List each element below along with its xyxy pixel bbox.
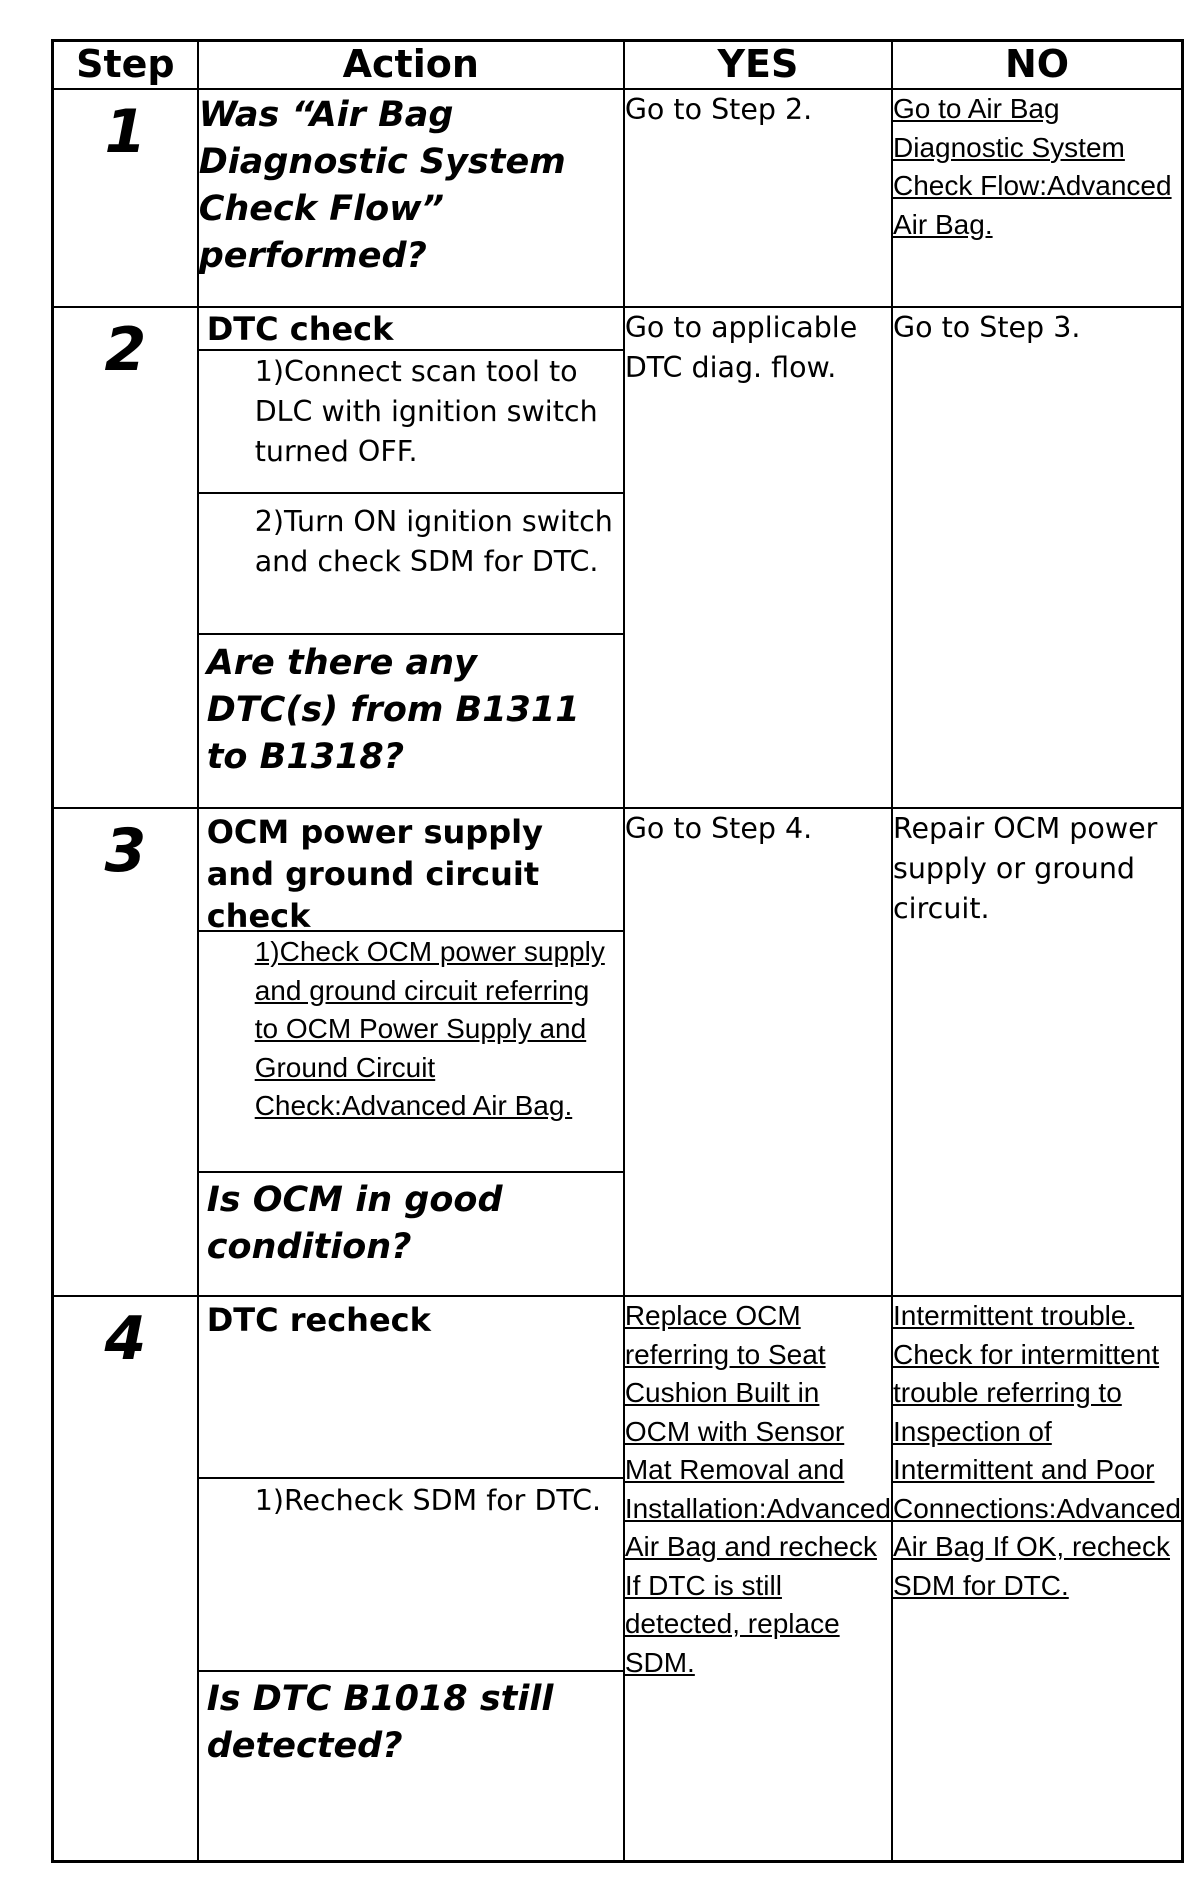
header-action: Action — [198, 41, 624, 90]
step-number: 1 — [53, 89, 198, 307]
sub-step: 2)Turn ON ignition switch and check SDM for DTC. — [254, 505, 613, 578]
sub-step-link[interactable]: 1)Check OCM power supply and ground circuit referring to OCM Power Supply and Ground Circuit Check:Advanced Air Bag. — [254, 936, 605, 1121]
yes-cell — [624, 1296, 892, 1862]
step-heading: OCM power supply and ground circuit check — [206, 813, 543, 935]
header-row — [53, 41, 1183, 90]
sub-step: 1)Connect scan tool to DLC with ignition switch turned OFF. — [254, 355, 598, 468]
action-cell — [198, 307, 624, 808]
step-number: 2 — [53, 307, 198, 808]
action-cell — [198, 808, 624, 1296]
yes-cell: Go to Step 4. — [624, 808, 892, 1296]
diagnostic-flow-table — [51, 39, 1184, 1863]
question-text: Is OCM in good condition? — [206, 1180, 503, 1267]
step-heading: DTC check — [206, 310, 394, 348]
step-number: 3 — [53, 808, 198, 1296]
header-step: Step — [53, 41, 198, 90]
header-no: NO — [892, 41, 1183, 90]
question-text: Is DTC B1018 still detected? — [206, 1679, 554, 1766]
yes-cell: Go to Step 2. — [624, 89, 892, 307]
yes-cell: Go to applicable DTC diag. flow. — [624, 307, 892, 808]
sub-step: 1)Recheck SDM for DTC. — [254, 1484, 602, 1517]
question-text: Was “Air Bag Diagnostic System Check Flow” performed? — [198, 95, 566, 276]
no-link[interactable]: Go to Air Bag Diagnostic System Check Flow:Advanced Air Bag. — [893, 93, 1172, 240]
no-cell — [892, 1296, 1183, 1862]
table-row — [53, 307, 1183, 808]
table-row — [53, 89, 1183, 307]
sub-step — [199, 933, 623, 1126]
no-link[interactable]: Intermittent trouble. Check for intermittent trouble referring to Inspection of Intermittent and Poor Connections:Advanced Air Bag If OK, recheck SDM for DTC. — [893, 1300, 1181, 1601]
step-number: 4 — [53, 1296, 198, 1862]
action-cell — [198, 1296, 624, 1862]
action-cell — [198, 89, 624, 307]
no-cell — [892, 89, 1183, 307]
no-cell: Repair OCM power supply or ground circuit. — [892, 808, 1183, 1296]
table-row — [53, 1296, 1183, 1862]
question-text: Are there any DTC(s) from B1311 to B1318? — [206, 643, 580, 777]
step-heading: DTC recheck — [206, 1301, 431, 1339]
yes-link[interactable]: Replace OCM referring to Seat Cushion Built in OCM with Sensor Mat Removal and Installation:Advanced Air Bag and recheck If DTC is still detected, replace SDM. — [624, 1300, 892, 1678]
no-cell: Go to Step 3. — [892, 307, 1183, 808]
header-yes: YES — [624, 41, 892, 90]
table-row — [53, 808, 1183, 1296]
